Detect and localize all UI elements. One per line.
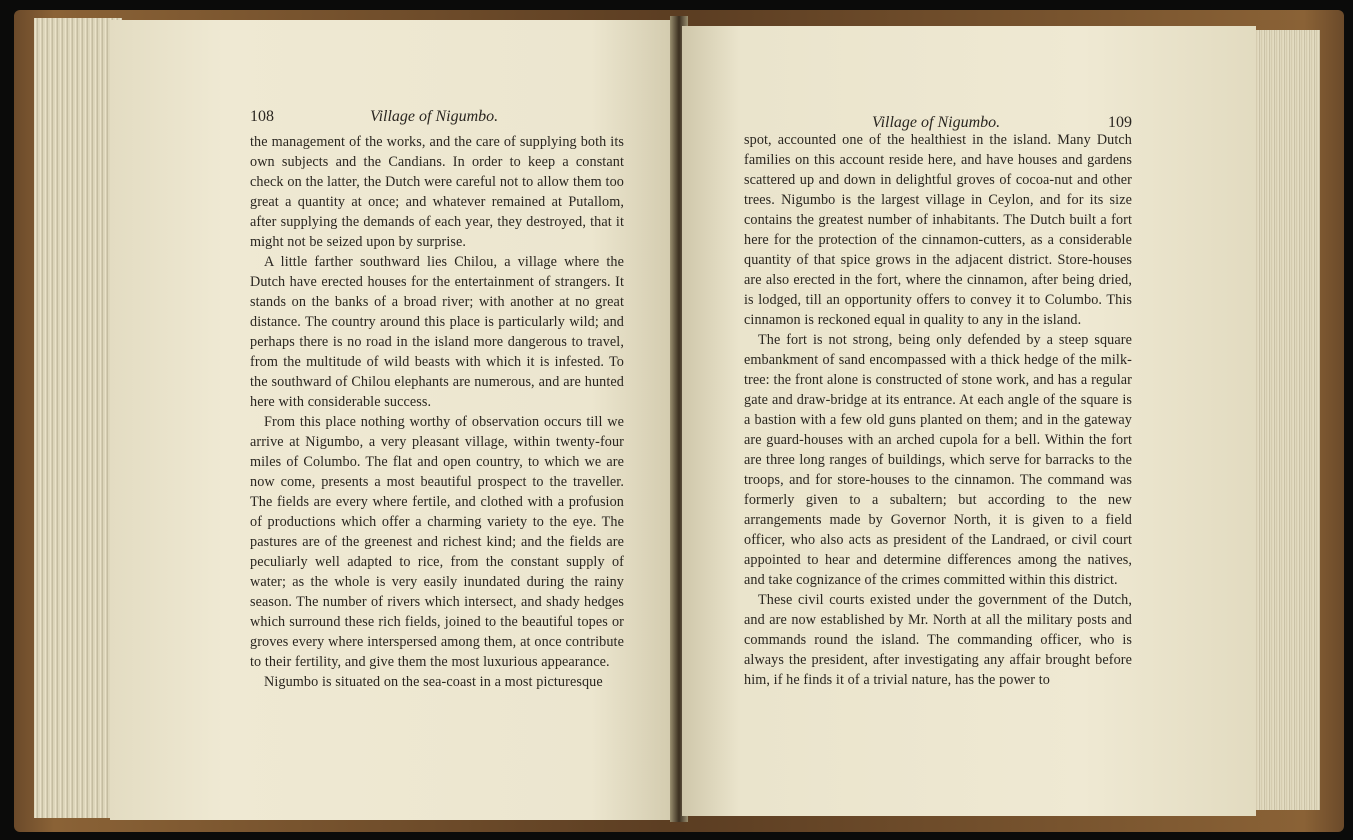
left-paragraph-2: A little farther southward lies Chilou, a village where the Dutch have erected houses for the entertainment of strangers. It stands on the banks of a broad river; with another at no great distance. The country around this place is particularly wild; and perhaps there is no road in the island more dangerous to travel, from the multitude of wild beasts with which it is infested. To the southward of Chilou elephants are numerous, and are hunted here with considerable success. — [250, 254, 624, 410]
right-page-number: 109 — [1108, 114, 1132, 131]
left-paragraph-1: the management of the works, and the care of supplying both its own subjects and the Candians. In order to keep a constant check on the latter, the Dutch were careful not to allow them too great a quantity at once; and whatever remained at Putallom, after supplying the demands of each year, they destroyed, that it might not be seized upon by surprise. — [250, 134, 624, 250]
left-running-title: Village of Nigumbo. — [370, 108, 499, 125]
right-running-title: Village of Nigumbo. — [872, 114, 1001, 131]
right-page-edges — [1250, 30, 1320, 810]
right-paragraph-3: These civil courts existed under the government of the Dutch, and are now established by Mr. North at all the military posts and commands round the island. The commanding officer, who is always the president, after investigating any affair brought before him, if he finds it of a trivial nature, has the power to — [744, 592, 1132, 688]
left-page-body — [250, 132, 624, 692]
left-page — [0, 20, 676, 820]
right-paragraph-2: The fort is not strong, being only defended by a steep square embankment of sand encompassed with a thick hedge of the milk-tree: the front alone is constructed of stone work, and has a regular gate and draw-bridge at its entrance. At each angle of the square is a bastion with a few old guns planted on them; and in the gateway are guard-houses with an arched cupola for a bell. Within the fort are three long ranges of buildings, which serve for barracks to the troops, and for store-houses to the cinnamon. The command was formerly given to a subaltern; but according to the new arrangements made by Governor North, it is given to a field officer, who also acts as president of the Landraed, or civil court appointed to hear and determine differences among the natives, and take cognizance of the crimes committed within this district. — [744, 332, 1132, 588]
right-page — [682, 26, 1256, 816]
right-page-body — [744, 130, 1132, 690]
left-page-number: 108 — [250, 108, 274, 125]
left-paragraph-4: Nigumbo is situated on the sea-coast in a most picturesque — [264, 674, 603, 690]
left-page-header — [250, 108, 625, 132]
left-paragraph-3: From this place nothing worthy of observation occurs till we arrive at Nigumbo, a very pleasant village, within twenty-four miles of Columbo. The flat and open country, to which we are now come, presents a most beautiful prospect to the traveller. The fields are every where fertile, and clothed with a profusion of productions which offer a charming variety to the eye. The pastures are of the greenest and richest kind; and the fields are peculiarly well adapted to rice, from the constant supply of water; as the whole is very easily inundated during the rainy season. The number of rivers which intersect, and shady hedges which surround these rich fields, joined to the beautiful topes or groves every where interspersed among them, at once contribute to their fertility, and give them the most luxurious appearance. — [250, 414, 624, 670]
right-paragraph-1: spot, accounted one of the healthiest in the island. Many Dutch families on this account reside here, and have houses and gardens scattered up and down in delightful groves of cocoa-nut and other trees. Nigumbo is the largest village in Ceylon, and for its size contains the greatest number of inhabitants. The Dutch built a fort here for the protection of the cinnamon-cutters, as a considerable quantity of that spice grows in the adjacent district. Store-houses are also erected in the fort, where the cinnamon, after being dried, is lodged, till an opportunity offers to convey it to Columbo. This cinnamon is reckoned equal in quality to any in the island. — [744, 132, 1132, 328]
